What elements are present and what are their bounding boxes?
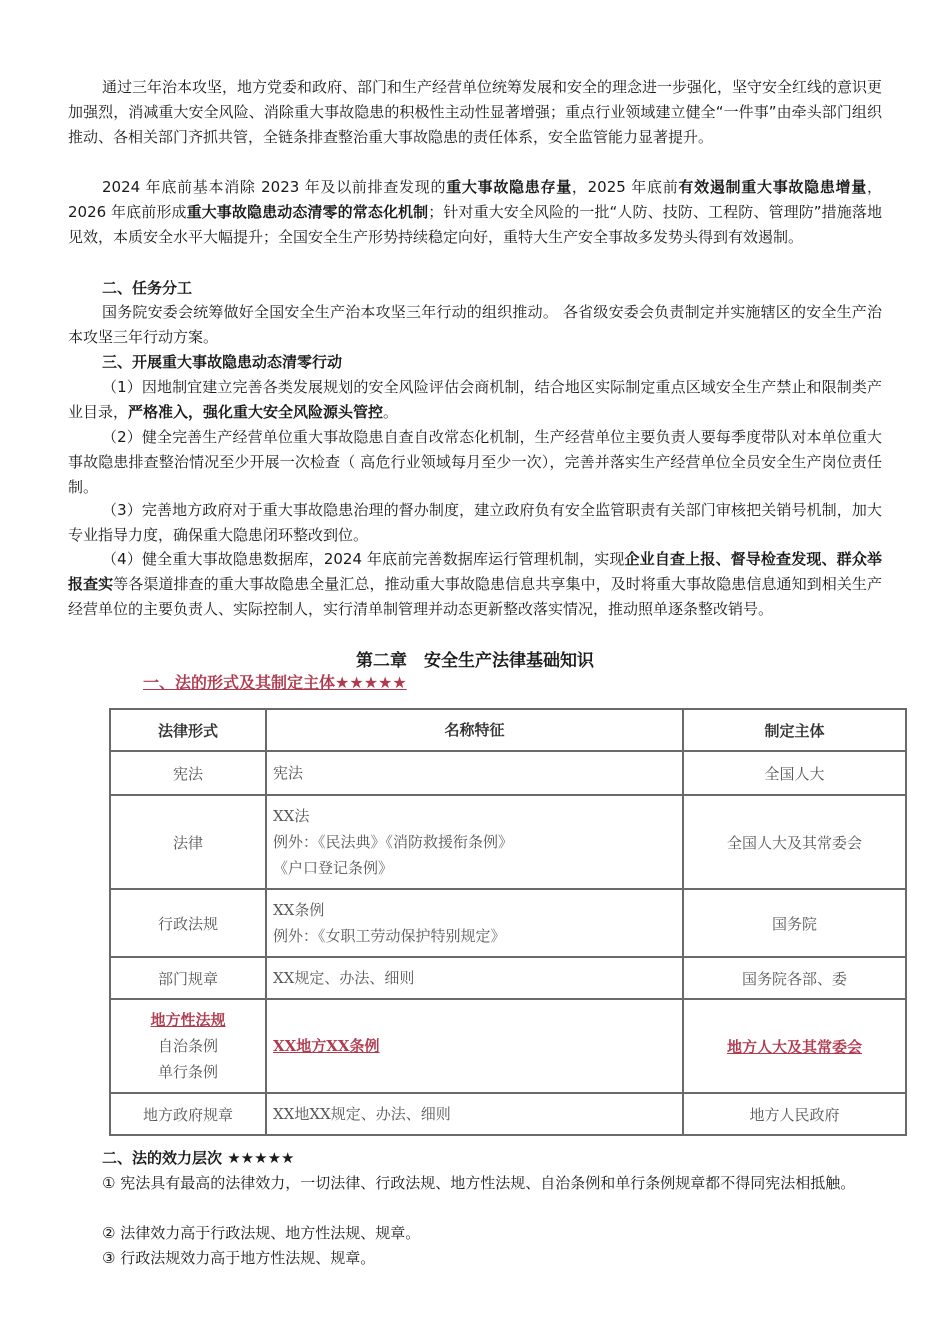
list-item-1: （1）因地制宜建立完善各类发展规划的安全风险评估会商机制，结合地区实际制定重点区域安全生产禁止和限制类产业目录，严格准入，强化重大安全风险源头管控。 bbox=[68, 378, 882, 421]
paragraph-task-division: 国务院安委会统筹做好全国安全生产治本攻坚三年行动的组织推动。 各省级安委会负责制定并实施辖区的安全生产治本攻坚三年行动方案。 bbox=[68, 303, 882, 346]
table-row: 部门规章 XX规定、办法、细则 国务院各部、委 bbox=[110, 957, 906, 999]
local-regulations-link: 地方性法规 bbox=[150, 1011, 226, 1029]
hierarchy-item-2: ② 法律效力高于行政法规、地方性法规、规章。 bbox=[102, 1224, 421, 1242]
table-row: 地方性法规 自治条例 单行条例 XX地方XX条例 地方人大及其常委会 bbox=[110, 999, 906, 1093]
table-row: 地方政府规章 XX地XX规定、办法、细则 地方人民政府 bbox=[110, 1093, 906, 1135]
paragraph-targets: 2024 年底前基本消除 2023 年及以前排查发现的重大事故隐患存量，2025 年底前有效遏制重大事故隐患增量，2026 年底前形成重大事故隐患动态清零的常态化机制；针对重大安全风险的一批“人防、技防、工程防、管理防”措施落地见效，本质安全水平大幅提升；全国安全生产形势持续稳定向好，重特大生产安全事故多发势头得到有效遏制。 bbox=[68, 178, 882, 246]
heading-clearance-action: 三、开展重大事故隐患动态清零行动 bbox=[102, 353, 343, 371]
header-feature: 名称特征 bbox=[266, 709, 683, 751]
list-item-4: （4）健全重大事故隐患数据库，2024 年底前完善数据库运行管理机制，实现企业自查上报、督导检查发现、群众举报查实等各渠道排查的重大事故隐患全量汇总，推动重大事故隐患信息共享集中，及时将重大事故隐患信息通知到相关生产经营单位的主要负责人、实际控制人，实行清单制管理并动态更新整改落实情况，推动照单逐条整改销号。 bbox=[68, 550, 882, 618]
list-item-3: （3）完善地方政府对于重大事故隐患治理的督办制度，建立政府负有安全监管职责有关部门审核把关销号机制，加大专业指导力度，确保重大隐患闭环整改到位。 bbox=[68, 501, 882, 544]
hierarchy-item-1: ① 宪法具有最高的法律效力，一切法律、行政法规、地方性法规、自治条例和单行条例规章都不得同宪法相抵触。 bbox=[102, 1174, 856, 1192]
header-body: 制定主体 bbox=[683, 709, 906, 751]
table-header-row bbox=[110, 709, 906, 751]
section-heading-legal-hierarchy: 二、法的效力层次 ★★★★★ bbox=[102, 1149, 295, 1167]
list-item-2: （2）健全完善生产经营单位重大事故隐患自查自改常态化机制，生产经营单位主要负责人要每季度带队对本单位重大事故隐患排查整治情况至少开展一次检查（ 高危行业领域每月至少一次），完善并落实生产经营单位全员安全生产岗位责任制。 bbox=[68, 428, 882, 496]
table-row: 宪法 宪法 全国人大 bbox=[110, 751, 906, 795]
law-forms-table bbox=[109, 708, 907, 1136]
header-form: 法律形式 bbox=[110, 709, 266, 751]
table-row: 行政法规 XX条例 例外：《女职工劳动保护特别规定》 国务院 bbox=[110, 889, 906, 957]
paragraph-goals: 通过三年治本攻坚，地方党委和政府、部门和生产经营单位统筹发展和安全的理念进一步强化，坚守安全红线的意识更加强烈，消减重大安全风险、消除重大事故隐患的积极性主动性显著增强；重点行业领域建立健全“一件事”由牵头部门组织推动、各相关部门齐抓共管，全链条排查整治重大事故隐患的责任体系，安全监管能力显著提升。 bbox=[68, 78, 883, 146]
table-row: 法律 XX法 例外：《民法典》《消防救援衔条例》 《户口登记条例》 全国人大及其常委会 bbox=[110, 795, 906, 889]
chapter-title: 第二章 安全生产法律基础知识 bbox=[356, 651, 594, 671]
hierarchy-item-3: ③ 行政法规效力高于地方性法规、规章。 bbox=[102, 1249, 376, 1267]
heading-task-division: 二、任务分工 bbox=[102, 279, 193, 297]
section-heading-law-forms: 一、法的形式及其制定主体★★★★★ bbox=[143, 673, 407, 692]
